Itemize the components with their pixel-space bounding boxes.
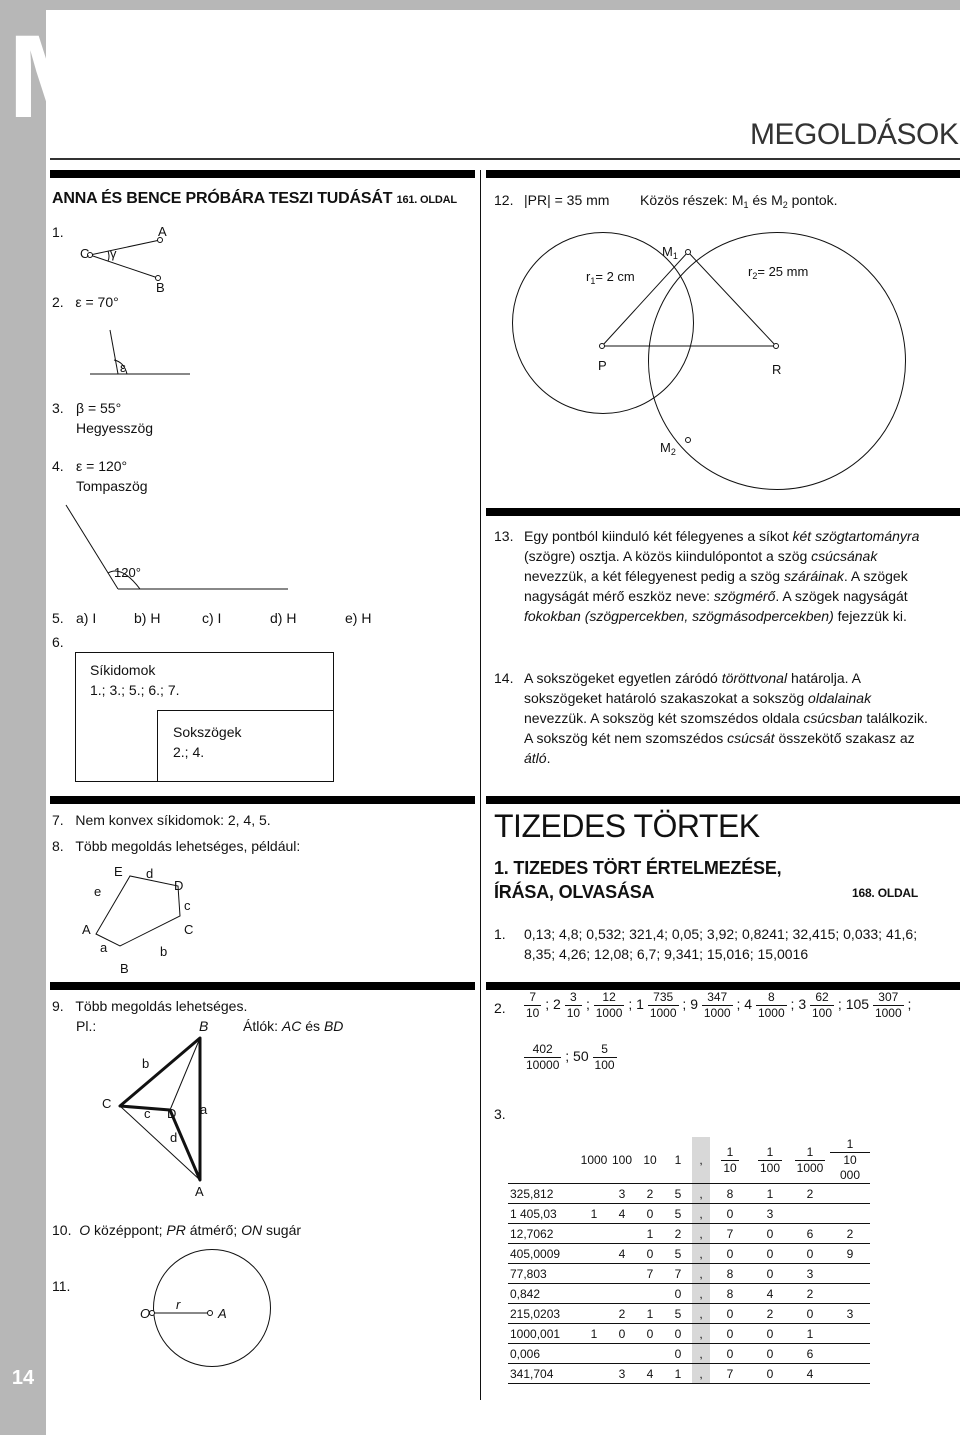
section-bar-right-3 [486, 796, 960, 804]
table-cell [636, 1284, 664, 1304]
table-cell: 3 [830, 1304, 870, 1324]
table-cell: , [692, 1184, 710, 1204]
t2-frac-5: 9 $\frac{347}{1000}$ [690, 990, 731, 1020]
section-bar-left [50, 170, 475, 178]
table-cell: 0 [710, 1204, 750, 1224]
q9-label-A: A [195, 1184, 204, 1199]
q9-label-D: D [167, 1106, 177, 1121]
table-cell: 7 [710, 1224, 750, 1244]
section-bar-left-3 [50, 982, 475, 990]
table-head-cell: $\frac{1}{1000}$ [790, 1137, 830, 1184]
table-head-cell: $\frac{1}{10 000}$ [830, 1137, 870, 1184]
table-head-cell: 1 [664, 1137, 692, 1184]
q1-angle-figure [80, 224, 420, 298]
table-row [508, 1304, 870, 1324]
q4-angle-label: 120° [114, 565, 141, 580]
table-cell: 3 [608, 1364, 636, 1384]
q9-label-C: C [102, 1096, 112, 1111]
chapter-letter: M [8, 11, 103, 143]
q7-row: 7. Nem konvex síkidomok: 2, 4, 5. [52, 812, 271, 828]
table-cell [830, 1264, 870, 1284]
table-cell: 0 [790, 1244, 830, 1264]
table-cell: , [692, 1284, 710, 1304]
table-cell: , [692, 1224, 710, 1244]
table-cell: 4 [608, 1204, 636, 1224]
left-section-title: ANNA ÉS BENCE PRÓBÁRA TESZI TUDÁSÁT 161. OLDAL [52, 190, 457, 207]
table-cell: 341,704 [508, 1364, 580, 1384]
table-cell [830, 1344, 870, 1364]
q9-label-a: a [200, 1102, 208, 1117]
table-head-cell: 100 [608, 1137, 636, 1184]
table-cell [580, 1184, 608, 1204]
table-cell: 0 [790, 1304, 830, 1324]
t3-number: 3. [494, 1106, 506, 1122]
table-head-cell: 10 [636, 1137, 664, 1184]
chapter-title: TIZEDES TÖRTEK [494, 808, 760, 844]
t2-frac-9: $\frac{402}{10000}$ [526, 1042, 560, 1072]
table-cell: 215,0203 [508, 1304, 580, 1324]
table-cell [790, 1204, 830, 1224]
table-cell: 77,803 [508, 1264, 580, 1284]
table-cell: 0 [710, 1324, 750, 1344]
subsection-page: 168. OLDAL [852, 886, 919, 900]
table-row [508, 1184, 870, 1204]
table-cell: 1 405,03 [508, 1204, 580, 1224]
table-cell [580, 1284, 608, 1304]
t2-fractions-row1: $\frac{7}{10}$ ; 2 $\frac{3}{10}$ ; $\frac{12}{1000}$ ; 1 $\frac{735}{1000}$ ; 9 $\frac{347}{1000}$ ; 4 $\frac{8}{1000}$ ; 3 $\frac{62}{100}$ ; 105 $\frac{307}{1000}$ ; [526, 990, 912, 1020]
t2-frac-2: 2 $\frac{3}{10}$ [553, 990, 581, 1020]
section-bar-left-2 [50, 796, 475, 804]
q8-label-d: d [146, 866, 154, 881]
table-cell: 8 [710, 1184, 750, 1204]
table-cell: , [692, 1244, 710, 1264]
table-cell [830, 1364, 870, 1384]
q5-item-b: b) H [134, 610, 161, 626]
table-cell: 5 [664, 1244, 692, 1264]
t2-fractions-row2: $\frac{402}{10000}$ ; 50 $\frac{5}{100}$ [526, 1042, 615, 1072]
q1-label-a: A [158, 224, 167, 239]
q1-label-c: C [80, 246, 90, 261]
table-cell [830, 1184, 870, 1204]
table-cell: 2 [608, 1304, 636, 1324]
table-cell: 5 [664, 1304, 692, 1324]
q13-number: 13. [494, 528, 514, 544]
q5-item-e: e) H [345, 610, 372, 626]
q8-row: 8. Több megoldás lehetséges, például: [52, 838, 301, 854]
table-row [508, 1264, 870, 1284]
q10-row: 10. O középpont; PR átmérő; ON sugár [52, 1222, 302, 1238]
q6-outer-title: Síkidomok [90, 662, 156, 678]
table-cell: , [692, 1304, 710, 1324]
q12-label-m2: $M_2$ [660, 440, 676, 457]
section-bar-right-4 [486, 982, 960, 990]
table-cell [580, 1264, 608, 1284]
q5-number: 5. [52, 610, 64, 626]
table-cell: 0 [750, 1244, 790, 1264]
table-cell: 1 [580, 1324, 608, 1344]
q9-label-d: d [170, 1130, 178, 1145]
table-cell [580, 1364, 608, 1384]
table-cell: 0 [750, 1264, 790, 1284]
q12-label-r1: $r_1= 2$ cm [586, 269, 635, 286]
table-cell: 0 [710, 1244, 750, 1264]
table-cell: 0 [636, 1244, 664, 1264]
q11-radius-figure [140, 1297, 240, 1330]
table-cell: 2 [830, 1224, 870, 1244]
q8-label-a: a [100, 940, 108, 955]
table-cell: , [692, 1204, 710, 1224]
q8-label-b: b [160, 944, 168, 959]
q12-number: 12. [494, 192, 514, 208]
table-cell: 0 [710, 1304, 750, 1324]
table-head-cell: 1000 [580, 1137, 608, 1184]
q6-outer-values: 1.; 3.; 5.; 6.; 7. [90, 682, 180, 698]
subsection-title: 1. TIZEDES TÖRT ÉRTELMEZÉSE, ÍRÁSA, OLVASÁSA [494, 858, 782, 902]
table-cell: 0 [664, 1284, 692, 1304]
table-cell [580, 1224, 608, 1244]
q6-inner-values: 2.; 4. [173, 744, 205, 760]
q8-label-E: E [114, 864, 123, 879]
t2-number: 2. [494, 1000, 506, 1016]
table-cell: 2 [664, 1224, 692, 1244]
t2-frac-4: 1 $\frac{735}{1000}$ [636, 990, 677, 1020]
q6-inner-title: Sokszögek [173, 724, 242, 740]
q11-label-r: r [176, 1297, 181, 1312]
q9-label-b: b [142, 1056, 150, 1071]
table-cell: 0 [636, 1204, 664, 1224]
table-cell: 2 [636, 1184, 664, 1204]
table-cell: 0 [710, 1344, 750, 1364]
q12-label-m1: $M_1$ [662, 244, 678, 261]
table-cell: 4 [790, 1364, 830, 1384]
q9-row: 9. Több megoldás lehetséges. [52, 998, 248, 1014]
q2-angle-figure [80, 330, 200, 380]
table-cell: 12,7062 [508, 1224, 580, 1244]
q5-item-a: a) I [76, 610, 97, 626]
table-cell [830, 1204, 870, 1224]
header-rule [50, 158, 960, 160]
table-row [508, 1324, 870, 1344]
q12-label-R: R [772, 362, 782, 377]
column-divider [480, 170, 481, 1400]
q8-label-B: B [120, 961, 129, 976]
table-cell: 0 [608, 1324, 636, 1344]
q9-pl: Pl.: [76, 1018, 97, 1034]
t2-frac-3: $\frac{12}{1000}$ [595, 990, 623, 1020]
q4-angle-figure [66, 505, 296, 595]
table-head-cell: , [692, 1137, 710, 1184]
table-cell: 5 [664, 1184, 692, 1204]
q8-label-A: A [82, 922, 91, 937]
q8-label-c: c [184, 898, 191, 913]
table-row [508, 1344, 870, 1364]
q11-label-A: A [218, 1306, 227, 1321]
table-cell: , [692, 1264, 710, 1284]
t2-frac-1: $\frac{7}{10}$ [526, 990, 540, 1020]
table-cell [608, 1224, 636, 1244]
t1-line2: 8,35; 4,26; 12,08; 6,7; 9,341; 15,016; 15,0016 [524, 946, 809, 962]
table-cell: 0,006 [508, 1344, 580, 1364]
q1-label-b: B [156, 280, 165, 295]
table-cell: 4 [636, 1364, 664, 1384]
table-cell [608, 1344, 636, 1364]
table-cell: 1 [790, 1324, 830, 1344]
table-cell: 3 [750, 1204, 790, 1224]
q12-label-r2: $r_2= 25$ mm [748, 264, 809, 281]
table-head-cell: $\frac{1}{10}$ [710, 1137, 750, 1184]
q4-value: ε = 120° [76, 458, 128, 474]
table-cell: 0 [664, 1344, 692, 1364]
table-cell: 2 [790, 1184, 830, 1204]
section-bar-right-2 [486, 508, 960, 516]
q4-number: 4. [52, 458, 64, 474]
t1-number: 1. [494, 926, 506, 942]
table-cell: 1 [580, 1204, 608, 1224]
q4-type: Tompaszög [76, 478, 148, 494]
q12-common-points: Közös részek: $M_1$ és $M_2$ pontok. [640, 192, 838, 210]
page-number: 14 [11, 1367, 35, 1389]
page-header: MEGOLDÁSOK [750, 118, 959, 151]
top-strip [46, 0, 960, 10]
table-cell [830, 1284, 870, 1304]
q12-distance: |PR| = 35 mm [524, 192, 610, 208]
table-cell: 1 [664, 1364, 692, 1384]
table-row [508, 1364, 870, 1384]
t2-frac-7: 3 $\frac{62}{100}$ [798, 990, 833, 1020]
q9-label-c: c [144, 1106, 151, 1121]
table-cell: 0 [750, 1324, 790, 1344]
table-cell: 0,842 [508, 1284, 580, 1304]
table-cell: 7 [636, 1264, 664, 1284]
table-cell: 8 [710, 1284, 750, 1304]
table-row [508, 1244, 870, 1264]
q2-row: 2. ε = 70° [52, 294, 119, 310]
t2-frac-8: 105 $\frac{307}{1000}$ [845, 990, 902, 1020]
q5-item-d: d) H [270, 610, 297, 626]
q11-label-O: O [140, 1306, 151, 1321]
table-cell: 0 [750, 1344, 790, 1364]
side-strip [0, 0, 46, 1435]
table-cell: 2 [790, 1284, 830, 1304]
table-cell: 7 [664, 1264, 692, 1284]
table-cell: , [692, 1324, 710, 1344]
q1-label-gamma: γ [110, 246, 117, 261]
q9-quadrilateral-figure [100, 1030, 230, 1210]
table-row [508, 1204, 870, 1224]
table-row [508, 1224, 870, 1244]
q11-number: 11. [52, 1278, 71, 1294]
q5-item-c: c) I [202, 610, 222, 626]
q9-diagonals: Átlók: AC és BD [243, 1018, 344, 1034]
table-cell: 405,0009 [508, 1244, 580, 1264]
table-cell: , [692, 1364, 710, 1384]
table-cell: 7 [710, 1364, 750, 1384]
table-cell: 5 [664, 1204, 692, 1224]
q8-label-e: e [94, 884, 102, 899]
table-cell [608, 1264, 636, 1284]
table-cell: 0 [750, 1224, 790, 1244]
table-cell: 3 [608, 1184, 636, 1204]
table-cell: 2 [750, 1304, 790, 1324]
table-cell: 4 [608, 1244, 636, 1264]
table-cell: 1 [636, 1304, 664, 1324]
table-cell: 1 [750, 1184, 790, 1204]
q13-text: Egy pontból kiinduló két félegyenes a síkot két szögtartományra (szögre) osztja. A közös kiindulópontot a szög csúcsának nevezzük, a két félegyenest pedig a szög száráinak. A szögek nagyságát mérő eszköz neve: szögmérő. A szögek nagyságát fokokban (szögpercekben, szögmásodpercekben) fejezzük ki. [524, 528, 920, 624]
table-row [508, 1284, 870, 1304]
q2-label-eps: ε [120, 360, 126, 375]
q12-label-P: P [598, 358, 607, 373]
q1-number: 1. [52, 224, 64, 240]
table-cell: 9 [830, 1244, 870, 1264]
q3-number: 3. [52, 400, 64, 416]
table-cell: 8 [710, 1264, 750, 1284]
table-cell: 1 [636, 1224, 664, 1244]
table-cell: 6 [790, 1224, 830, 1244]
table-cell: 0 [636, 1324, 664, 1344]
t1-line1: 0,13; 4,8; 0,532; 321,4; 0,05; 3,92; 0,8241; 32,415; 0,033; 41,6; [524, 926, 918, 942]
table-cell: 1000,001 [508, 1324, 580, 1344]
q8-pentagon-figure [80, 860, 220, 980]
table-cell: 0 [750, 1364, 790, 1384]
table-cell [580, 1244, 608, 1264]
table-cell: 325,812 [508, 1184, 580, 1204]
table-cell [608, 1284, 636, 1304]
table-cell: 3 [790, 1264, 830, 1284]
table-cell [580, 1344, 608, 1364]
table-cell [580, 1304, 608, 1324]
place-value-table [508, 1137, 870, 1384]
q14-number: 14. [494, 670, 514, 686]
q8-label-C: C [184, 922, 194, 937]
table-cell: 0 [664, 1324, 692, 1344]
t2-frac-6: 4 $\frac{8}{1000}$ [744, 990, 785, 1020]
q14-text: A sokszögeket egyetlen záródó töröttvonal határolja. A sokszögeket határoló szakaszokat a sokszög oldalainak nevezzük. A sokszög két szomszédos oldala csúcsban találkozik. A sokszög két nem szomszédos csúcsát összekötő szakasz az átló. [524, 670, 928, 766]
table-header-row [508, 1137, 870, 1184]
table-cell [830, 1324, 870, 1344]
q8-label-D: D [174, 878, 184, 893]
table-cell [636, 1344, 664, 1364]
table-cell: 4 [750, 1284, 790, 1304]
q9-label-B: B [199, 1018, 209, 1034]
section-bar-right [486, 170, 960, 178]
table-head-cell: $\frac{1}{100}$ [750, 1137, 790, 1184]
q12-construction-figure [560, 232, 900, 462]
t2-frac-10: 50 $\frac{5}{100}$ [573, 1042, 615, 1072]
q3-type: Hegyesszög [76, 420, 154, 436]
q3-value: β = 55° [76, 400, 122, 416]
table-cell: 6 [790, 1344, 830, 1364]
table-cell: , [692, 1344, 710, 1364]
q6-number: 6. [52, 634, 64, 650]
